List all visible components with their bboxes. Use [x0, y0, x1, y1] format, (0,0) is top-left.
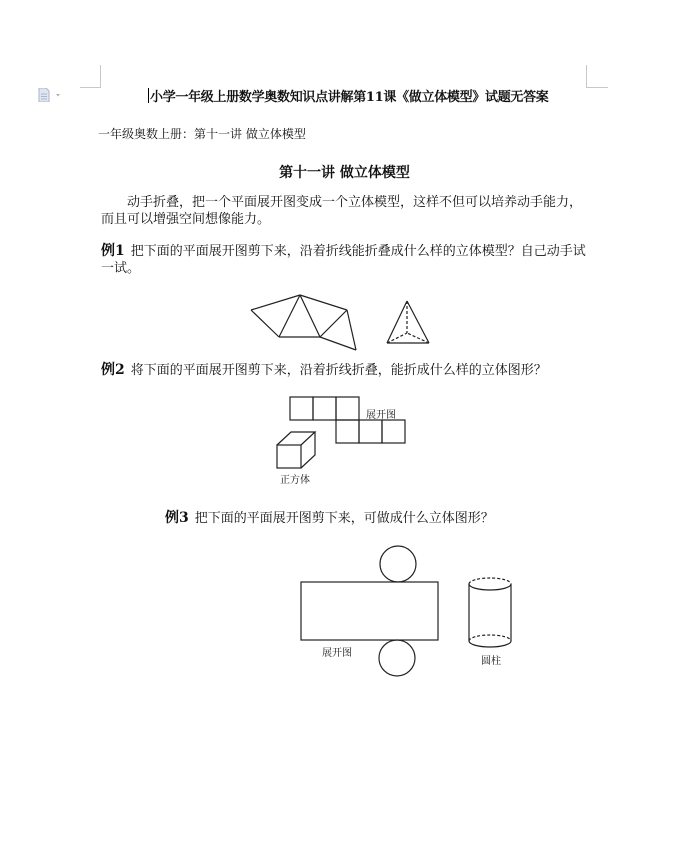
example-3-text: 把下面的平面展开图剪下来，可做成什么立体图形？: [194, 511, 494, 526]
cylinder-figure: [469, 578, 511, 647]
subtitle: 一年级奥数上册：第十一讲 做立体模型: [98, 127, 306, 141]
example-3-label: 例3: [165, 510, 189, 526]
tetrahedron-net-figure: [251, 295, 356, 350]
intro-paragraph: 动手折叠，把一个平面展开图变成一个立体模型，这样不但可以培养动手能力，而且可以增强空间想像能力。: [101, 195, 583, 227]
example-2-label: 例2: [101, 362, 125, 378]
example-1-text: 把下面的平面展开图剪下来，沿着折线能折叠成什么样的立体模型？自己动手试一试。: [101, 244, 586, 276]
cylinder-net-label: 展开图: [322, 648, 352, 659]
cylinder-label: 圆柱: [481, 656, 501, 667]
triangular-pyramid-figure: [387, 301, 429, 343]
cube-label: 正方体: [280, 475, 310, 486]
cube-figure: [277, 432, 315, 468]
lesson-title: 第十一讲 做立体模型: [279, 165, 410, 181]
example-2-text: 将下面的平面展开图剪下来，沿着折线折叠，能折成什么样的立体图形？: [130, 363, 547, 378]
example-1-label: 例1: [101, 243, 125, 259]
cube-net-label: 展开图: [366, 410, 396, 421]
document-title-text: 小学一年级上册数学奥数知识点讲解第11课《做立体模型》试题无答案: [150, 90, 549, 105]
